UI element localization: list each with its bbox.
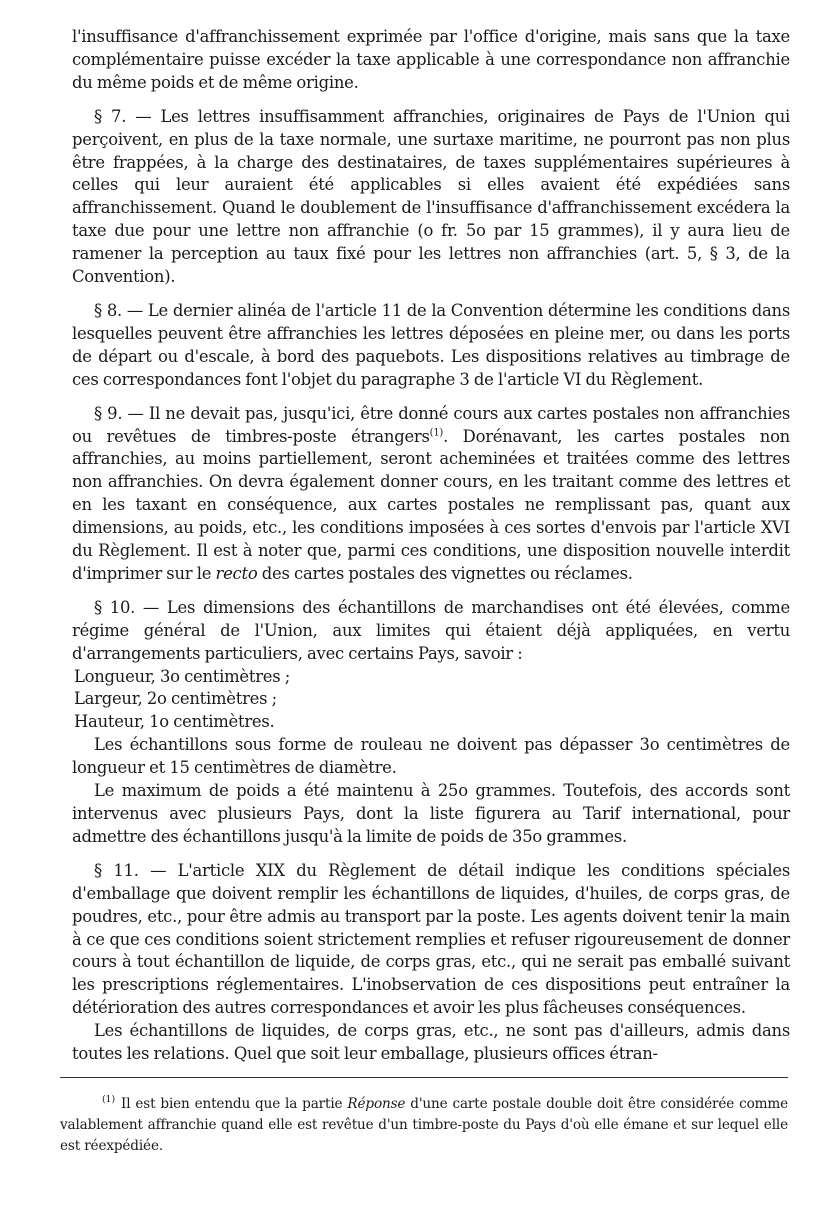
section-10-intro: § 10. — Les dimensions des échantillons de marchandises ont été élevées, comme régime général de l'Union, aux limites qui étaient déjà appliquées, en vertu d'arrangements particuliers, avec certains Pays, savoir : xyxy=(72,597,790,663)
section-9-text-start: § 9. — Il ne devait pas, jusqu'ici, être donné cours aux cartes postales non affranchies ou revêtues de timbres-poste étrangers xyxy=(72,403,790,446)
footnote-reference: (1) xyxy=(429,427,444,439)
footnote-text-end: d'une carte postale double doit être considérée comme valablement affranchie quand elle est revêtue d'un timbre-poste du Pays d'où elle émane et sur lequel elle est réexpédiée. xyxy=(60,1096,788,1154)
section-8-paragraph: § 8. — Le dernier alinéa de l'article 11 de la Convention détermine les conditions dans lesquelles peuvent être affranchies les lettres déposées en pleine mer, ou dans les ports de départ ou d'escale, à bord des paquebots. Les dispositions relatives au timbrage de ces correspondances font l'objet du paragraphe 3 de l'article VI du Règlement. xyxy=(72,300,790,389)
continuation-paragraph: l'insuffisance d'affranchissement exprimée par l'office d'origine, mais sans que la taxe complémentaire puisse excéder la taxe applicable à une correspondance non affranchie du même poids et de même origine. xyxy=(72,27,790,92)
body-text xyxy=(72,26,790,1066)
dimension-length: Longueur, 3o centimètres ; xyxy=(74,666,291,686)
footnote-text-start: Il est bien entendu que la partie xyxy=(121,1096,348,1112)
dimension-height: Hauteur, 1o centimètres. xyxy=(74,712,275,732)
section-9-text-middle: . Dorénavant, les cartes postales non affranchies, au moins partiellement, seront acheminées et traitées comme des lettres non affranchies. On devra également donner cours, en les traitant comme des lettres et en les taxant en conséquence, aux cartes postales ne remplissant pas, quant aux dimensions, au poids, etc., les conditions imposées à ces sortes d'envois par l'article XVI du Règlement. Il est à noter que, parmi ces conditions, une disposition nouvelle interdit d'imprimer sur le xyxy=(72,426,790,583)
section-10-rouleau: Les échantillons sous forme de rouleau ne doivent pas dépasser 3o centimètres de longueur et 15 centimètres de diamètre. xyxy=(72,735,790,778)
section-9-italic-recto: recto xyxy=(215,563,258,583)
footnote-italic-reponse: Réponse xyxy=(347,1096,406,1112)
section-7-paragraph: § 7. — Les lettres insuffisamment affranchies, originaires de Pays de l'Union qui perçoivent, en plus de la taxe normale, une surtaxe maritime, ne pourront pas non plus être frappées, à la charge des destinataires, de taxes supplémentaires supérieures à celles qui leur auraient été applicables si elles avaient été expédiées sans affranchissement. Quand le doublement de l'insuffisance d'affranchissement excédera la taxe due pour une lettre non affranchie (o fr. 5o par 15 grammes), il y aura lieu de ramener la perception au taux fixé pour les lettres non affranchies (art. 5, § 3, de la Convention). xyxy=(72,106,790,287)
section-11-paragraph-2: Les échantillons de liquides, de corps gras, etc., ne sont pas d'ailleurs, admis dans toutes les relations. Quel que soit leur emballage, plusieurs offices étran- xyxy=(72,1021,790,1064)
dimension-width: Largeur, 2o centimètres ; xyxy=(74,689,277,709)
footnote xyxy=(60,1094,788,1157)
section-9-paragraph xyxy=(72,403,790,586)
footnote-divider xyxy=(60,1077,788,1078)
section-9-text-end: des cartes postales des vignettes ou réclames. xyxy=(257,563,633,583)
section-10-poids: Le maximum de poids a été maintenu à 25o grammes. Toutefois, des accords sont intervenus avec plusieurs Pays, dont la liste figurera au Tarif international, pour admettre des échantillons jusqu'à la limite de poids de 35o grammes. xyxy=(72,781,790,846)
footnote-marker: (1) xyxy=(102,1094,116,1106)
footnote-text xyxy=(60,1094,788,1157)
section-11-paragraph: § 11. — L'article XIX du Règlement de détail indique les conditions spéciales d'emballage que doivent remplir les échantillons de liquides, d'huiles, de corps gras, de poudres, etc., pour être admis au transport par la poste. Les agents doivent tenir la main à ce que ces conditions soient strictement remplies et refuser rigoureusement de donner cours à tout échantillon de liquide, de corps gras, etc., qui ne serait pas emballé suivant les prescriptions réglementaires. L'inobservation de ces dispositions peut entraîner la détérioration des autres correspondances et avoir les plus fâcheuses conséquences. xyxy=(72,860,790,1018)
